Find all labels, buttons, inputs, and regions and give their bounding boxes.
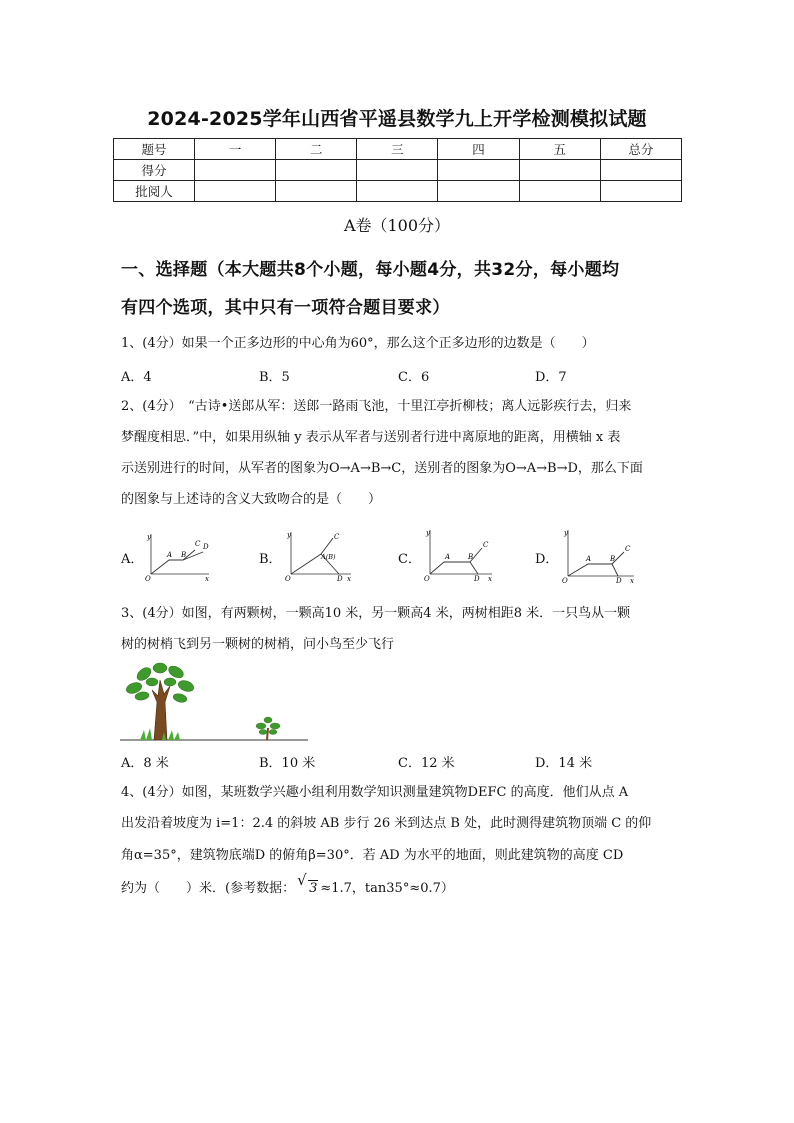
score-table — [113, 138, 682, 202]
origin-label: O — [145, 575, 151, 582]
header-cell: 三 — [357, 139, 438, 160]
point-label: B — [181, 551, 187, 559]
option-b[interactable]: B． — [259, 552, 282, 567]
option-d[interactable]: D．14 米 — [535, 756, 593, 771]
grader-cell[interactable] — [519, 181, 600, 202]
row-label: 得分 — [114, 160, 195, 181]
question-4-line — [121, 873, 681, 904]
score-cell[interactable] — [519, 160, 600, 181]
question-2-line: 梦醒度相思．”中，如果用纵轴 y 表示从军者与送别者行进中离原地的距离，用横轴 x 表 — [121, 430, 621, 445]
axis-label: x — [347, 575, 351, 582]
section-a-title: A卷（100分） — [343, 216, 451, 235]
axis-label: y — [147, 533, 151, 541]
section1-heading-line2: 有四个选项，其中只有一项符合题目要求） — [121, 298, 450, 318]
origin-label: O — [562, 577, 568, 584]
point-label: D — [616, 577, 622, 584]
option-d[interactable]: D．7 — [535, 370, 567, 385]
point-label: C — [195, 540, 201, 548]
header-cell: 一 — [195, 139, 276, 160]
question-3-line: 3、(4分）如图，有两颗树，一颗高10 米，另一颗高4 米，两树相距8 米．一只鸟从一颗 — [121, 606, 631, 621]
sqrt-expression — [297, 873, 318, 904]
option-c[interactable]: C．6 — [398, 370, 430, 385]
point-label: C — [483, 541, 489, 549]
question-2-line: 的图象与上述诗的含义大致吻合的是（ ） — [121, 492, 382, 507]
option-b[interactable]: B．10 米 — [259, 756, 316, 771]
point-label: B — [610, 555, 616, 563]
header-cell: 总分 — [600, 139, 681, 160]
axis-label: x — [205, 575, 209, 582]
header-cell: 题号 — [114, 139, 195, 160]
axis-label: y — [426, 529, 430, 537]
question-4-line4-prefix: 约为（ ）米．(参考数据： — [121, 881, 296, 896]
question-4-line: 角α=35°，建筑物底端D 的俯角β=30°．若 AD 为水平的地面，则此建筑物的高度 CD — [121, 848, 624, 863]
grader-row — [114, 181, 682, 202]
score-cell[interactable] — [195, 160, 276, 181]
grader-cell[interactable] — [438, 181, 519, 202]
grader-cell[interactable] — [357, 181, 438, 202]
score-row — [114, 160, 682, 181]
point-label: D — [474, 575, 480, 582]
question-4-line: 4、(4分）如图，某班数学兴趣小组利用数学知识测量建筑物DEFC 的高度．他们从点 A — [121, 785, 629, 800]
point-label: A — [445, 553, 451, 561]
grader-cell[interactable] — [276, 181, 357, 202]
two-trees-figure — [118, 660, 310, 744]
score-cell[interactable] — [276, 160, 357, 181]
score-cell[interactable] — [438, 160, 519, 181]
option-a[interactable]: A．8 米 — [121, 756, 169, 771]
page-title: 2024-2025学年山西省平遥县数学九上开学检测模拟试题 — [147, 108, 647, 130]
question-3-line: 树的树梢飞到另一颗树的树梢，问小鸟至少飞行 — [121, 637, 395, 652]
question-4-line: 出发沿着坡度为 i=1：2.4 的斜坡 AB 步行 26 米到达点 B 处，此时测得建筑物顶端 C 的仰 — [121, 816, 652, 831]
question-1-text: 1、(4分）如果一个正多边形的中心角为60°，那么这个正多边形的边数是（ ） — [121, 336, 595, 351]
question-3-options — [121, 752, 681, 772]
score-cell[interactable] — [600, 160, 681, 181]
grader-cell[interactable] — [195, 181, 276, 202]
graph-option-d — [560, 526, 638, 584]
header-cell: 五 — [519, 139, 600, 160]
question-1-options — [121, 366, 681, 386]
header-cell: 二 — [276, 139, 357, 160]
point-label: B — [468, 553, 474, 561]
point-label: A(B) — [321, 553, 336, 561]
section1-heading-line1: 一、选择题（本大题共8个小题，每小题4分，共32分，每小题均 — [121, 260, 620, 280]
row-label: 批阅人 — [114, 181, 195, 202]
axis-label: y — [287, 531, 291, 539]
score-table-header-row — [114, 139, 682, 160]
sqrt-radicand: 3 — [309, 881, 318, 896]
axis-label: x — [488, 575, 492, 582]
graph-option-c — [422, 526, 496, 582]
option-b[interactable]: B．5 — [259, 370, 290, 385]
header-cell: 四 — [438, 139, 519, 160]
point-label: D — [337, 575, 343, 582]
point-label: D — [203, 543, 209, 551]
score-cell[interactable] — [357, 160, 438, 181]
point-label: C — [334, 533, 340, 541]
question-2-line: 示送别进行的时间，从军者的图象为O→A→B→C，送别者的图象为O→A→B→D，那么下面 — [121, 461, 643, 476]
option-a[interactable]: A． — [121, 552, 144, 567]
option-d[interactable]: D． — [535, 552, 559, 567]
option-a[interactable]: A．4 — [121, 370, 152, 385]
origin-label: O — [424, 575, 430, 582]
option-c[interactable]: C．12 米 — [398, 756, 455, 771]
grader-cell[interactable] — [600, 181, 681, 202]
origin-label: O — [285, 575, 291, 582]
question-4-line4-suffix: ≈1.7，tan35°≈0.7） — [320, 881, 454, 896]
point-label: A — [167, 551, 173, 559]
point-label: A — [586, 555, 592, 563]
graph-option-b — [281, 528, 355, 582]
point-label: C — [625, 545, 631, 553]
option-c[interactable]: C． — [398, 552, 421, 567]
sqrt-icon: √ — [297, 871, 307, 889]
axis-label: x — [630, 577, 634, 584]
graph-option-a — [143, 530, 213, 582]
axis-label: y — [564, 529, 568, 537]
question-2-line: 2、(4分） “古诗•送郎从军：送郎一路雨飞池，十里江亭折柳枝；离人远影疾行去，归来 — [121, 399, 632, 414]
